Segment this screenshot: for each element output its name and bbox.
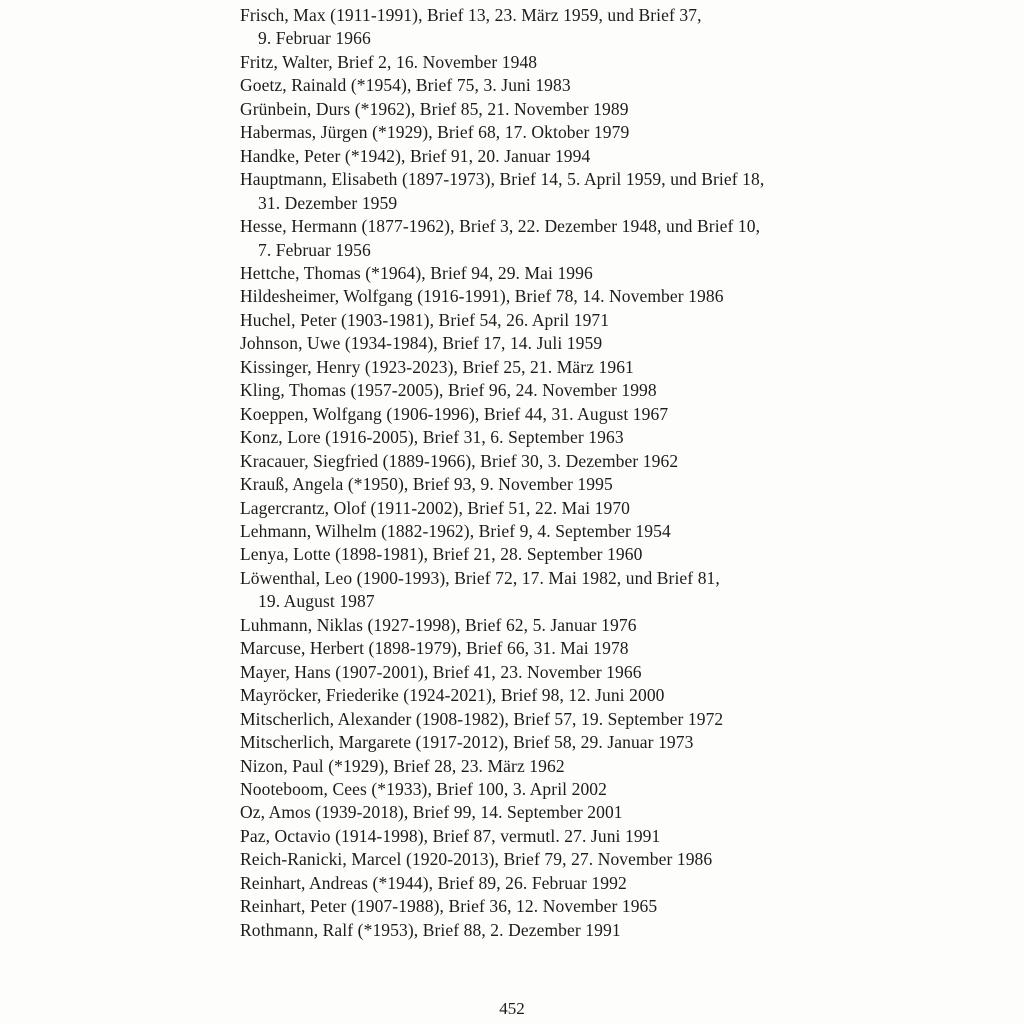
entry-line: Lenya, Lotte (1898-1981), Brief 21, 28. September 1960 (240, 544, 643, 565)
index-entry (240, 895, 764, 918)
entry-line: Paz, Octavio (1914-1998), Brief 87, vermutl. 27. Juni 1991 (240, 825, 661, 846)
entry-line: Johnson, Uwe (1934-1984), Brief 17, 14. Juli 1959 (240, 333, 603, 354)
index-entry (240, 121, 764, 144)
entry-line: Handke, Peter (*1942), Brief 91, 20. Januar 1994 (240, 145, 591, 166)
index-entry (240, 684, 764, 707)
entry-line: Frisch, Max (1911-1991), Brief 13, 23. März 1959, und Brief 37, (240, 5, 702, 25)
index-entry (240, 450, 764, 473)
index-entry (240, 801, 764, 824)
index-entry (240, 74, 764, 97)
index-entry (240, 379, 764, 402)
index-entry (240, 98, 764, 121)
index-entry (240, 543, 764, 566)
index-entry (240, 51, 764, 74)
entry-continuation-line: 7. Februar 1956 (258, 239, 371, 260)
page-number: 452 (499, 999, 525, 1018)
entry-line: Nooteboom, Cees (*1933), Brief 100, 3. April 2002 (240, 778, 608, 799)
index-entry (240, 285, 764, 308)
entry-line: Hettche, Thomas (*1964), Brief 94, 29. Mai 1996 (240, 262, 593, 283)
index-entry (240, 262, 764, 285)
index-list (240, 4, 764, 942)
index-entry (240, 661, 764, 684)
entry-line: Habermas, Jürgen (*1929), Brief 68, 17. Oktober 1979 (240, 122, 630, 143)
entry-line: Luhmann, Niklas (1927-1998), Brief 62, 5. Januar 1976 (240, 614, 637, 635)
index-entry (240, 356, 764, 379)
entry-continuation-line: 31. Dezember 1959 (258, 192, 398, 213)
entry-line: Marcuse, Herbert (1898-1979), Brief 66, 31. Mai 1978 (240, 638, 629, 659)
entry-continuation-line: 19. August 1987 (258, 591, 375, 612)
entry-line: Konz, Lore (1916-2005), Brief 31, 6. September 1963 (240, 427, 624, 448)
index-entry (240, 614, 764, 637)
entry-line: Lehmann, Wilhelm (1882-1962), Brief 9, 4. September 1954 (240, 520, 671, 541)
entry-line: Mayer, Hans (1907-2001), Brief 41, 23. November 1966 (240, 661, 642, 682)
entry-line: Mayröcker, Friederike (1924-2021), Brief 98, 12. Juni 2000 (240, 685, 665, 706)
entry-line: Mitscherlich, Alexander (1908-1982), Brief 57, 19. September 1972 (240, 708, 724, 729)
entry-line: Hesse, Hermann (1877-1962), Brief 3, 22. Dezember 1948, und Brief 10, (240, 216, 761, 237)
entry-line: Lagercrantz, Olof (1911-2002), Brief 51, 22. Mai 1970 (240, 497, 631, 518)
entry-line: Kling, Thomas (1957-2005), Brief 96, 24. November 1998 (240, 380, 657, 401)
index-entry (240, 309, 764, 332)
index-entry (240, 708, 764, 731)
entry-line: Hildesheimer, Wolfgang (1916-1991), Brief 78, 14. November 1986 (240, 286, 724, 307)
index-entry (240, 4, 764, 51)
entry-line: Koeppen, Wolfgang (1906-1996), Brief 44, 31. August 1967 (240, 403, 669, 424)
index-entry (240, 520, 764, 543)
entry-line: Löwenthal, Leo (1900-1993), Brief 72, 17. Mai 1982, und Brief 81, (240, 567, 720, 588)
entry-line: Goetz, Rainald (*1954), Brief 75, 3. Juni 1983 (240, 75, 571, 96)
index-entry (240, 215, 764, 262)
entry-line: Grünbein, Durs (*1962), Brief 85, 21. November 1989 (240, 98, 629, 119)
index-entry (240, 473, 764, 496)
entry-line: Nizon, Paul (*1929), Brief 28, 23. März 1962 (240, 755, 565, 776)
index-entry (240, 731, 764, 754)
entry-line: Rothmann, Ralf (*1953), Brief 88, 2. Dezember 1991 (240, 919, 621, 940)
index-entry (240, 637, 764, 660)
index-entry (240, 426, 764, 449)
entry-line: Krauß, Angela (*1950), Brief 93, 9. November 1995 (240, 474, 613, 495)
entry-line: Hauptmann, Elisabeth (1897-1973), Brief 14, 5. April 1959, und Brief 18, (240, 169, 765, 190)
index-entry (240, 919, 764, 942)
entry-continuation-line: 9. Februar 1966 (258, 28, 371, 49)
index-entry (240, 168, 764, 215)
index-entry (240, 567, 764, 614)
entry-line: Reinhart, Andreas (*1944), Brief 89, 26. Februar 1992 (240, 872, 627, 893)
index-entry (240, 848, 764, 871)
index-entry (240, 145, 764, 168)
entry-line: Fritz, Walter, Brief 2, 16. November 1948 (240, 51, 538, 72)
entry-line: Kissinger, Henry (1923-2023), Brief 25, 21. März 1961 (240, 356, 634, 377)
index-entry (240, 403, 764, 426)
entry-line: Oz, Amos (1939-2018), Brief 99, 14. September 2001 (240, 802, 623, 823)
entry-line: Kracauer, Siegfried (1889-1966), Brief 30, 3. Dezember 1962 (240, 450, 679, 471)
entry-line: Reich-Ranicki, Marcel (1920-2013), Brief 79, 27. November 1986 (240, 849, 713, 870)
entry-line: Huchel, Peter (1903-1981), Brief 54, 26. April 1971 (240, 309, 610, 330)
index-entry (240, 755, 764, 778)
index-entry (240, 872, 764, 895)
index-entry (240, 332, 764, 355)
entry-line: Mitscherlich, Margarete (1917-2012), Brief 58, 29. Januar 1973 (240, 732, 694, 753)
index-entry (240, 778, 764, 801)
index-entry (240, 497, 764, 520)
entry-line: Reinhart, Peter (1907-1988), Brief 36, 12. November 1965 (240, 896, 658, 917)
index-entry (240, 825, 764, 848)
